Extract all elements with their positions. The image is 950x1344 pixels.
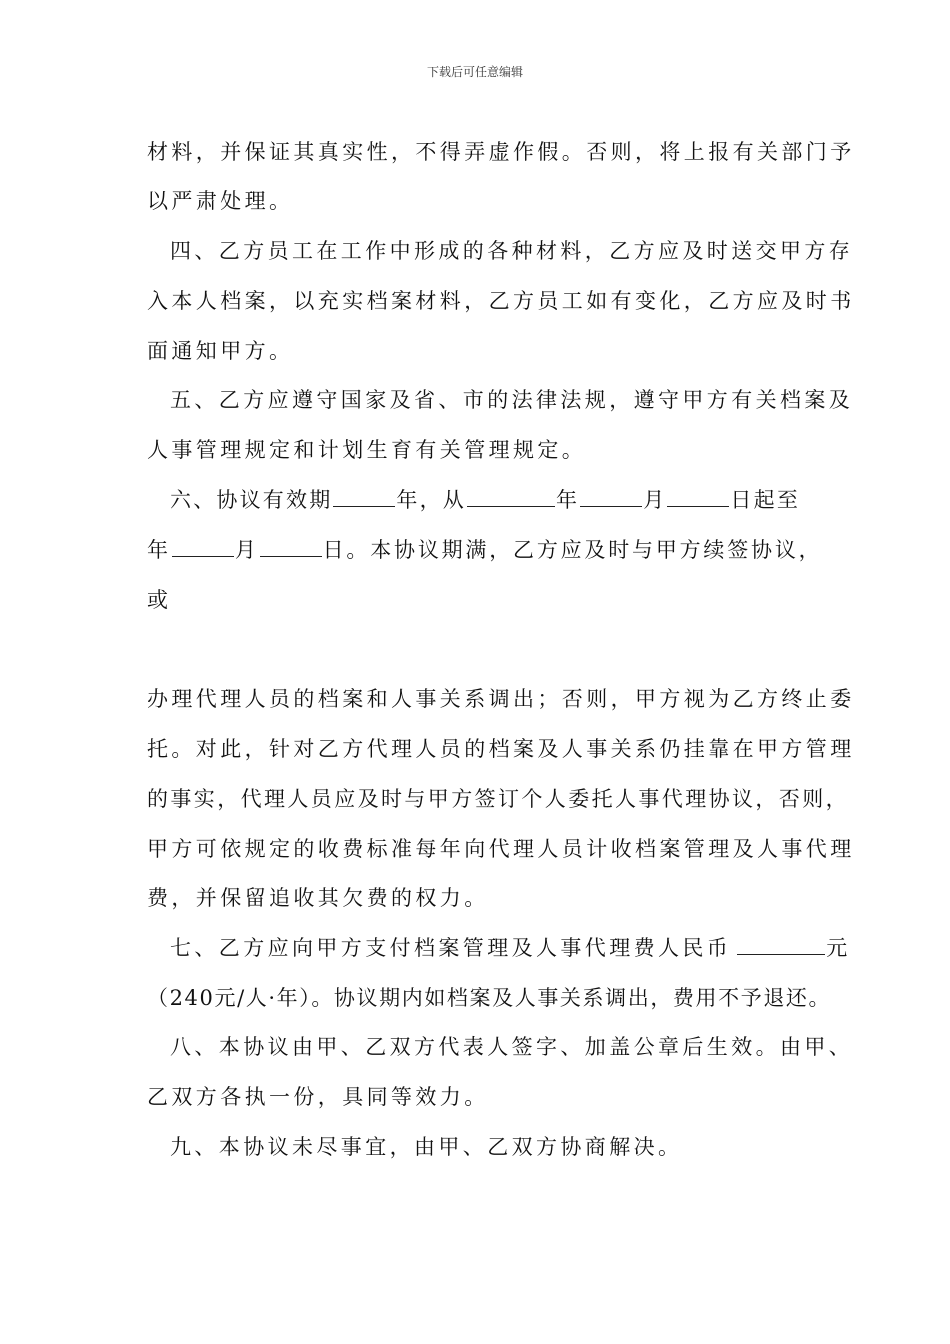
text-segment: 月 [234, 538, 259, 562]
text-segment: 元 [826, 936, 851, 960]
blank-field-start-month [580, 486, 642, 507]
clause-8-line: 八、本协议由甲、乙双方代表人签字、加盖公章后生效。由甲、 [170, 1035, 854, 1059]
text-segment: 日。本协议期满，乙方应及时与甲方续签协议， [322, 538, 823, 562]
text-line: 面通知甲方。 [147, 339, 294, 363]
text-line: 以严肃处理。 [147, 189, 294, 213]
blank-field-end-month [172, 536, 234, 557]
text-line: 费，并保留追收其欠费的权力。 [147, 886, 489, 910]
text-line: 材料，并保证其真实性，不得弄虚作假。否则，将上报有关部门予 [147, 140, 855, 164]
blank-field-fee-amount [737, 934, 825, 955]
text-line: 托。对此，针对乙方代理人员的档案及人事关系仍挂靠在甲方管理 [147, 737, 855, 761]
clause-6-line [170, 485, 807, 515]
text-segment: 六、协议有效期 [170, 488, 333, 512]
text-line: 人事管理规定和计划生育有关管理规定。 [147, 438, 587, 462]
text-line: 的事实，代理人员应及时与甲方签订个人委托人事代理协议，否则， [147, 787, 849, 811]
blank-field-start-year [467, 486, 555, 507]
text-segment: 年，从 [396, 488, 467, 512]
page-header: 下载后可任意编辑 [426, 65, 523, 79]
blank-field-years [333, 486, 395, 507]
text-line: 办理代理人员的档案和人事关系调出；否则，甲方视为乙方终止委 [147, 687, 855, 711]
text-segment: 日起至 [730, 488, 801, 512]
text-segment: 年 [147, 538, 171, 562]
text-segment: 年 [556, 488, 580, 512]
text-line [147, 535, 823, 565]
text-segment: 七、乙方应向甲方支付档案管理及人事代理费人民币 [170, 936, 732, 960]
text-line: 甲方可依规定的收费标准每年向代理人员计收档案管理及人事代理 [147, 837, 855, 861]
clause-5-line: 五、乙方应遵守国家及省、市的法律法规，遵守甲方有关档案及 [170, 388, 854, 412]
clause-7-line [170, 933, 851, 963]
text-segment: 月 [643, 488, 667, 512]
text-line: 或 [147, 588, 172, 612]
text-line: （240元/人·年）。协议期内如档案及人事关系调出，费用不予退还。 [147, 986, 832, 1010]
text-line: 入本人档案，以充实档案材料，乙方员工如有变化，乙方应及时书 [147, 289, 855, 313]
clause-9-line: 九、本协议未尽事宜，由甲、乙双方协商解决。 [170, 1135, 683, 1159]
clause-4-line: 四、乙方员工在工作中形成的各种材料，乙方应及时送交甲方存 [170, 239, 854, 263]
blank-field-end-day [260, 536, 322, 557]
blank-field-start-day [667, 486, 729, 507]
text-line: 乙双方各执一份，具同等效力。 [147, 1085, 489, 1109]
